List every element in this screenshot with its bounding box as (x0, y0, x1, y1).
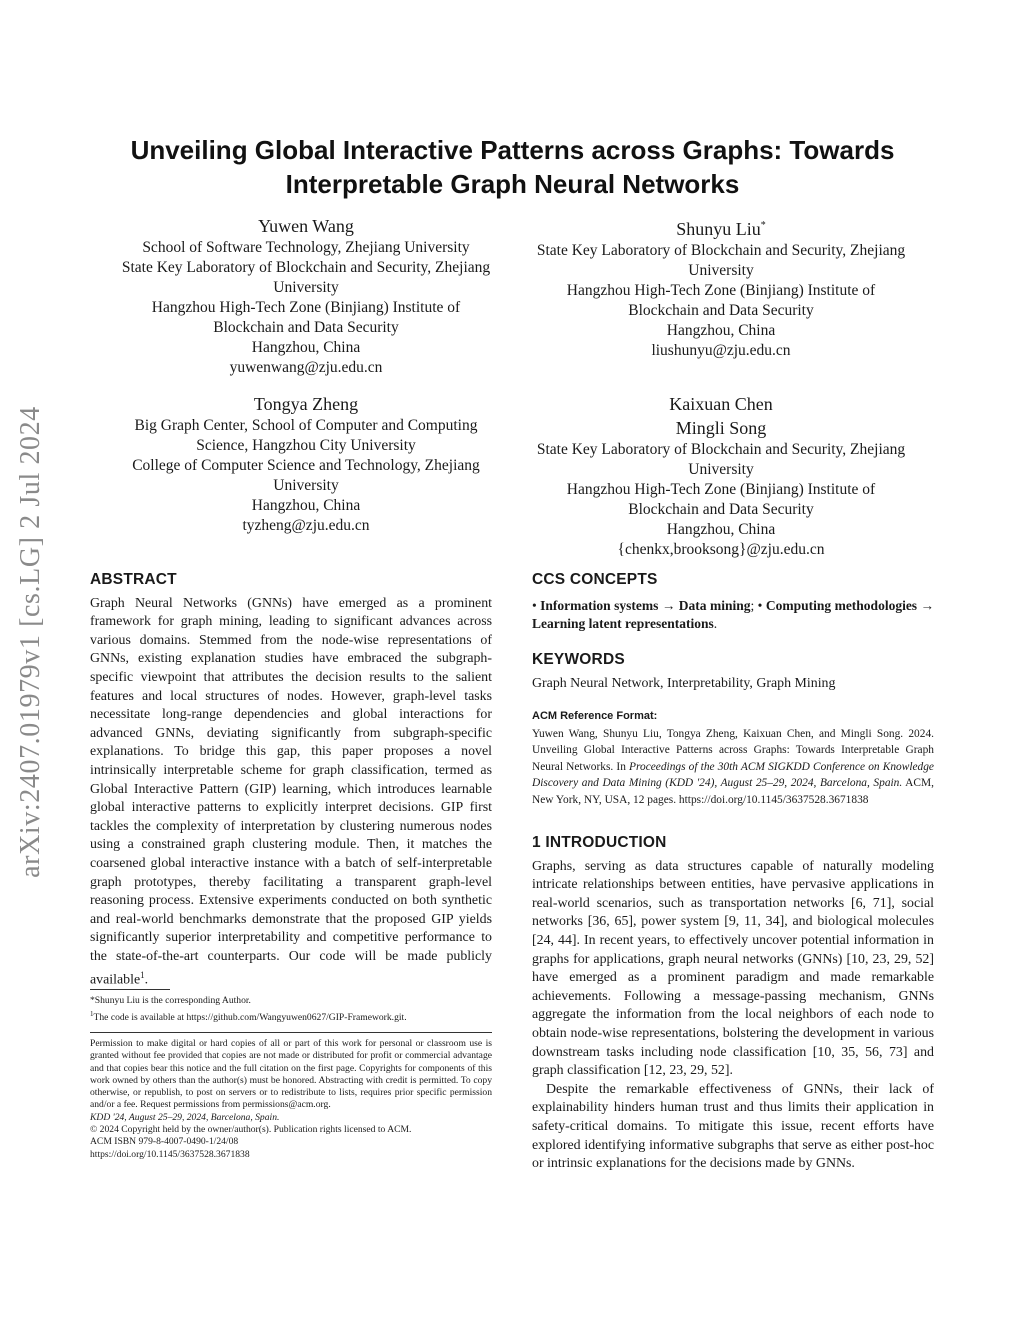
author-email[interactable]: tyzheng@zju.edu.cn (242, 517, 370, 534)
affiliation-line: Hangzhou, China (251, 497, 361, 514)
author-name: Mingli Song (675, 418, 767, 438)
affiliation-line: Science, Hangzhou City University (196, 437, 416, 454)
keywords-heading: KEYWORDS (532, 650, 625, 668)
affiliation-line: Hangzhou High-Tech Zone (Binjiang) Institute of (151, 299, 461, 316)
author-yuwen-wang (90, 214, 522, 378)
affiliation-line: Hangzhou High-Tech Zone (Binjiang) Institute of (566, 282, 876, 299)
affiliation-line: Hangzhou, China (251, 339, 361, 356)
ccs-concepts: • Information systems → Data mining; • Computing methodologies → Learning latent representations. (532, 597, 935, 632)
keywords-text: Graph Neural Network, Interpretability, Graph Mining (532, 676, 836, 692)
author-name: Kaixuan Chen (669, 394, 773, 414)
footnote-corresponding: *Shunyu Liu is the corresponding Author. (90, 995, 251, 1006)
author-shunyu-liu (505, 214, 937, 361)
author-name: Shunyu Liu* (676, 219, 766, 239)
affiliation-line: Blockchain and Data Security (628, 501, 814, 518)
author-tongya-zheng (90, 392, 522, 536)
intro-paragraph-2: Despite the remarkable effectiveness of GNNs, their lack of explainability hinders human trust and thus limits their application in safety-critical domains. To mitigate this issue, recent efforts have explored identifying informative subgraphs that serve as either post-hoc or intrinsic explanations for the decisions made by GNNs. (532, 1081, 934, 1172)
abstract-heading: ABSTRACT (90, 571, 177, 588)
abstract-section (90, 571, 492, 991)
right-column (532, 571, 934, 1174)
author-email[interactable]: liushunyu@zju.edu.cn (651, 342, 791, 359)
acm-ref-heading: ACM Reference Format: (532, 709, 658, 722)
author-chen-song (505, 392, 937, 560)
affiliation-line: State Key Laboratory of Blockchain and Security, Zhejiang (121, 259, 491, 276)
permission-text: Permission to make digital or hard copies of all or part of this work for personal or classroom use is granted without fee provided that copies are not made or distributed for profit or commercial advantage and that copies bear this notice and the full citation on the first page. Copyrights for components of this work owned by others than the author(s) must be honored. Abstracting with credit is permitted. To copy otherwise, or republish, to post on servers or to redistribute to lists, requires prior specific permission and/or a fee. Request permissions from permissions@acm.org. (90, 1038, 492, 1111)
affiliation-line: Big Graph Center, School of Computer and Computing (134, 417, 478, 434)
affiliation-line: University (688, 461, 754, 478)
acm-ref-body: Yuwen Wang, Shunyu Liu, Tongya Zheng, Kaixuan Chen, and Mingli Song. 2024. Unveiling Global Interactive Patterns across Graphs: Towards Interpretable Graph Neural Networks. In Proceedings of the 30th ACM SIGKDD Conference on Knowledge Discovery and Data Mining (KDD '24), August 25–29, 2024, Barcelona, Spain. ACM, New York, NY, USA, 12 pages. https://doi.org/10.1145/3637528.3671838 (532, 727, 934, 806)
permission-rule (90, 1032, 492, 1033)
affiliation-line: State Key Laboratory of Blockchain and Security, Zhejiang (536, 441, 906, 458)
affiliation-line: College of Computer Science and Technology, Zhejiang (132, 457, 480, 474)
permission-block (90, 1038, 492, 1161)
isbn-line: ACM ISBN 979-8-4007-0490-1/24/08 (90, 1136, 239, 1148)
footnote-rule (90, 989, 170, 990)
intro-heading: 1 INTRODUCTION (532, 834, 667, 852)
title-line-2: Interpretable Graph Neural Networks (285, 169, 740, 199)
intro-paragraph-1: Graphs, serving as data structures capable of naturally modeling intricate relationships between entities, have pervasive applications in real-world scenarios, such as transportation networks [6, 71], social networks [36, 65], power system [9, 11, 34], and biological molecules [24, 44]. In recent years, to effectively uncover potential information in graphs for applications, graph neural networks (GNNs) [10, 23, 29, 52] have emerged as a prominent paradigm and made remarkable achievements. Following a message-passing mechanism, GNNs aggregate the information from the local neighbors of each node to obtain node-wise representations, bolstering the development in various downstream tasks including node classification [10, 35, 56, 73] and graph classification [12, 23, 29, 52]. (532, 858, 934, 1079)
paper-title (95, 133, 930, 201)
affiliation-line: University (273, 477, 339, 494)
affiliation-line: Hangzhou High-Tech Zone (Binjiang) Institute of (566, 481, 876, 498)
footnote-code: $^1$The code is available at https://github.com/Wangyuwen0627/GIP-Framework.git. (90, 1009, 407, 1023)
author-name: Tongya Zheng (253, 394, 359, 414)
copyright-line: © 2024 Copyright held by the owner/author(s). Publication rights licensed to ACM. (90, 1124, 412, 1136)
affiliation-line: School of Software Technology, Zhejiang University (142, 239, 470, 256)
affiliation-line: Blockchain and Data Security (628, 302, 814, 319)
affiliation-line: University (688, 262, 754, 279)
author-name: Yuwen Wang (258, 216, 354, 236)
author-email[interactable]: yuwenwang@zju.edu.cn (229, 359, 383, 376)
venue-line: KDD '24, August 25–29, 2024, Barcelona, Spain. (90, 1111, 280, 1123)
abstract-body: Graph Neural Networks (GNNs) have emerged as a prominent framework for graph mining, leading to significant advances across various domains. Stemmed from the node-wise representations of GNNs, existing explanation studies have embraced the subgraph-specific viewpoint that attributes the decision results to the salient features and local structures of nodes. However, graph-level tasks necessitate long-range dependencies and global interactions for advanced GNNs, deviating significantly from subgraph-specific explanations. To bridge this gap, this paper proposes a novel intrinsically interpretable scheme for graph classification, termed as Global Interactive Pattern (GIP) learning, which introduces learnable global interactive patterns to explicitly interpret decisions. GIP first tackles the complexity of interpretation by clustering numerous nodes using a constrained graph clustering module. Then, it matches the coarsened global interactive instance with a batch of self-interpretable graph prototypes, thereby facilitating a transparent graph-level reasoning process. Extensive experiments conducted on both synthetic and real-world benchmarks demonstrate that the proposed GIP yields significantly superior interpretability and competitive performance to the state-of-the-art counterparts. Our code will be made publicly available$^1$. (90, 595, 492, 989)
author-email[interactable]: {chenkx,brooksong}@zju.edu.cn (617, 541, 825, 558)
affiliation-line: Blockchain and Data Security (213, 319, 399, 336)
arxiv-stamp: arXiv:2407.01979v1 [cs.LG] 2 Jul 2024 (15, 406, 46, 878)
code-link[interactable]: The code is available at https://github.com/Wangyuwen0627/GIP-Framework.git. (93, 1011, 407, 1023)
doi-link[interactable]: https://doi.org/10.1145/3637528.3671838 (90, 1148, 250, 1160)
corresponding-mark: * (760, 220, 766, 231)
affiliation-line: State Key Laboratory of Blockchain and Security, Zhejiang (536, 242, 906, 259)
footnotes (90, 995, 492, 1024)
affiliation-line: Hangzhou, China (666, 521, 776, 538)
ccs-heading: CCS CONCEPTS (532, 571, 658, 588)
footnote-ref[interactable]: 1 (140, 970, 145, 981)
affiliation-line: Hangzhou, China (666, 322, 776, 339)
affiliation-line: University (273, 279, 339, 296)
title-line-1: Unveiling Global Interactive Patterns across Graphs: Towards (130, 135, 895, 165)
